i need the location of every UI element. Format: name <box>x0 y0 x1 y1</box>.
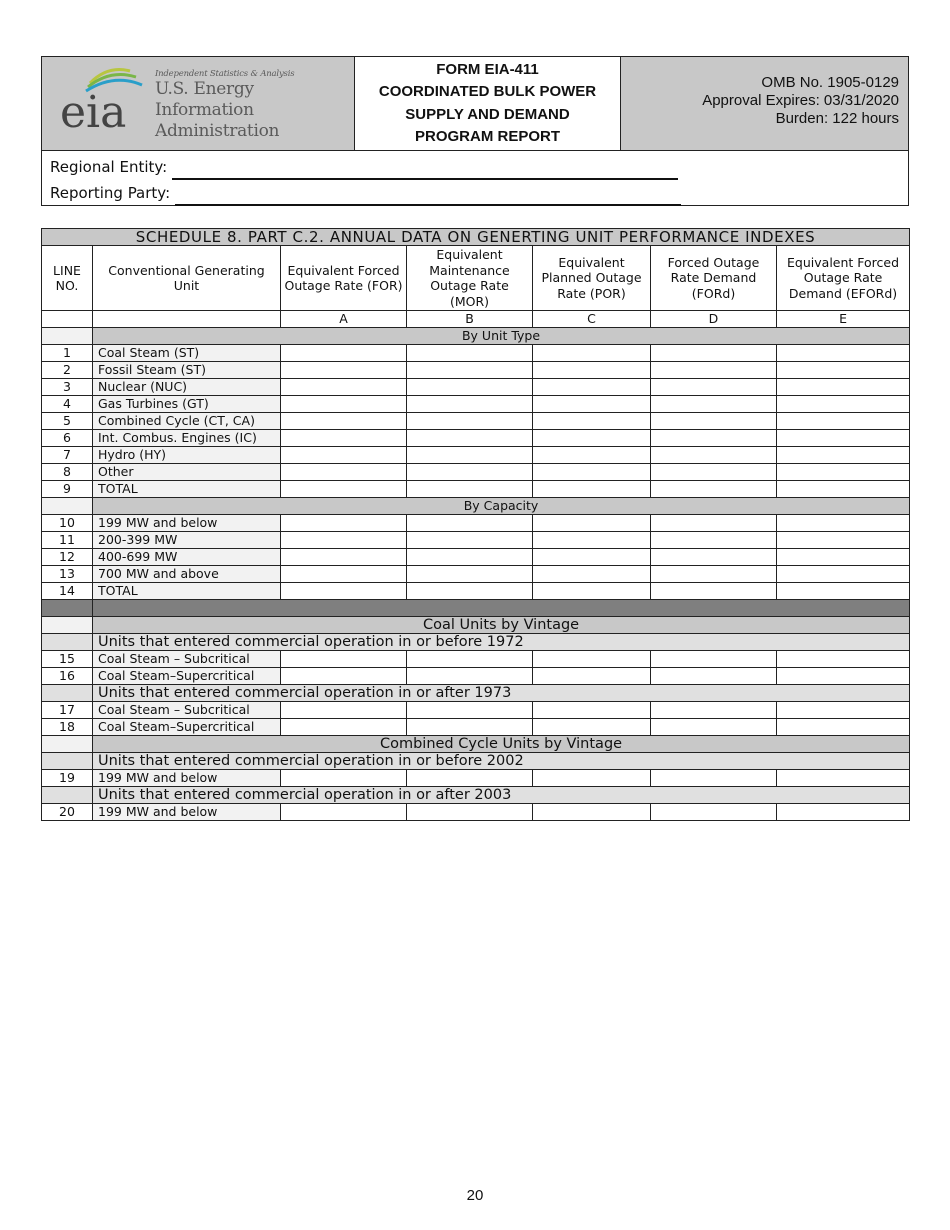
unit-label: Combined Cycle (CT, CA) <box>93 413 281 430</box>
section-line-blank <box>42 498 93 515</box>
input-cell[interactable] <box>777 362 910 379</box>
unit-label: Other <box>93 464 281 481</box>
input-cell[interactable] <box>651 379 777 396</box>
input-cell[interactable] <box>533 719 651 736</box>
col-letter: E <box>777 311 910 328</box>
logo-tagline: Independent Statistics & Analysis <box>155 69 295 79</box>
unit-label: TOTAL <box>93 583 281 600</box>
input-cell[interactable] <box>777 804 910 821</box>
input-cell[interactable] <box>281 362 407 379</box>
unit-label: Coal Steam–Supercritical <box>93 719 281 736</box>
input-cell[interactable] <box>651 583 777 600</box>
line-number: 2 <box>42 362 93 379</box>
table-row <box>42 532 910 549</box>
input-cell[interactable] <box>777 583 910 600</box>
subheading: Units that entered commercial operation in or after 1973 <box>93 685 910 702</box>
input-cell[interactable] <box>533 396 651 413</box>
input-cell[interactable] <box>777 379 910 396</box>
form-title-line: PROGRAM REPORT <box>414 128 560 145</box>
input-cell[interactable] <box>777 532 910 549</box>
table-row <box>42 719 910 736</box>
input-cell[interactable] <box>407 719 533 736</box>
line-number: 11 <box>42 532 93 549</box>
input-cell[interactable] <box>533 549 651 566</box>
input-cell[interactable] <box>533 447 651 464</box>
input-cell[interactable] <box>407 481 533 498</box>
col-letter: B <box>407 311 533 328</box>
unit-label: 199 MW and below <box>93 804 281 821</box>
input-cell[interactable] <box>407 447 533 464</box>
col-header-metric: Equivalent Forced Outage Rate (FOR) <box>281 246 407 311</box>
unit-label: 200-399 MW <box>93 532 281 549</box>
input-cell[interactable] <box>407 583 533 600</box>
input-cell[interactable] <box>651 362 777 379</box>
input-cell[interactable] <box>281 515 407 532</box>
section-heading-row <box>42 617 910 634</box>
col-header-metric: Equivalent Planned Outage Rate (POR) <box>533 246 651 311</box>
input-cell[interactable] <box>777 447 910 464</box>
input-cell[interactable] <box>281 702 407 719</box>
input-cell[interactable] <box>533 515 651 532</box>
input-cell[interactable] <box>533 413 651 430</box>
section-heading: By Unit Type <box>93 328 910 345</box>
table-row <box>42 345 910 362</box>
subheading-row <box>42 787 910 804</box>
input-cell[interactable] <box>651 651 777 668</box>
unit-label: TOTAL <box>93 481 281 498</box>
input-cell[interactable] <box>407 702 533 719</box>
section-heading-row <box>42 736 910 753</box>
unit-label: Coal Steam – Subcritical <box>93 702 281 719</box>
form-title-line: COORDINATED BULK POWER <box>378 83 597 100</box>
input-cell[interactable] <box>407 413 533 430</box>
section-heading: Combined Cycle Units by Vintage <box>93 736 910 753</box>
input-cell[interactable] <box>533 379 651 396</box>
unit-label: Int. Combus. Engines (IC) <box>93 430 281 447</box>
col-letter: D <box>651 311 777 328</box>
approval-expiry: Approval Expires: 03/31/2020 <box>702 92 899 109</box>
input-cell[interactable] <box>281 379 407 396</box>
col-header-metric: Equivalent Maintenance Outage Rate (MOR) <box>407 246 533 311</box>
input-cell[interactable] <box>777 549 910 566</box>
table-row <box>42 549 910 566</box>
line-number: 3 <box>42 379 93 396</box>
input-cell[interactable] <box>651 549 777 566</box>
line-number: 18 <box>42 719 93 736</box>
subheading-line-blank <box>42 787 93 804</box>
section-heading-row <box>42 328 910 345</box>
line-number: 12 <box>42 549 93 566</box>
schedule-table <box>41 228 910 821</box>
input-cell[interactable] <box>407 651 533 668</box>
input-cell[interactable] <box>777 481 910 498</box>
table-row <box>42 481 910 498</box>
reporting-party-label: Reporting Party: <box>50 184 171 202</box>
input-cell[interactable] <box>777 702 910 719</box>
line-number: 9 <box>42 481 93 498</box>
subheading: Units that entered commercial operation in or after 2003 <box>93 787 910 804</box>
schedule-title-row <box>42 229 910 246</box>
separator-cell <box>93 600 910 617</box>
subheading-line-blank <box>42 634 93 651</box>
input-cell[interactable] <box>281 464 407 481</box>
unit-label: Coal Steam–Supercritical <box>93 668 281 685</box>
logo-name-line1: U.S. Energy Information <box>155 79 254 120</box>
input-cell[interactable] <box>407 362 533 379</box>
eia-logo <box>42 57 355 150</box>
input-cell[interactable] <box>777 515 910 532</box>
input-cell[interactable] <box>533 430 651 447</box>
input-cell[interactable] <box>407 396 533 413</box>
input-cell[interactable] <box>777 566 910 583</box>
col-header-metric: Equivalent Forced Outage Rate Demand (EFORd) <box>777 246 910 311</box>
table-row <box>42 464 910 481</box>
input-cell[interactable] <box>281 396 407 413</box>
col-letter: C <box>533 311 651 328</box>
line-number: 5 <box>42 413 93 430</box>
logo-name-line2: Administration <box>155 121 280 141</box>
input-cell[interactable] <box>533 804 651 821</box>
input-cell[interactable] <box>281 804 407 821</box>
input-cell[interactable] <box>651 413 777 430</box>
unit-label: Coal Steam (ST) <box>93 345 281 362</box>
section-line-blank <box>42 736 93 753</box>
input-cell[interactable] <box>651 464 777 481</box>
form-title-line: FORM EIA-411 <box>436 60 539 78</box>
column-header-row <box>42 246 910 311</box>
eia-logo-text <box>155 69 354 142</box>
input-cell[interactable] <box>281 583 407 600</box>
section-heading: Coal Units by Vintage <box>93 617 910 634</box>
input-cell[interactable] <box>533 532 651 549</box>
line-number: 20 <box>42 804 93 821</box>
col-header-metric: Forced Outage Rate Demand (FORd) <box>651 246 777 311</box>
input-cell[interactable] <box>533 481 651 498</box>
subheading-row <box>42 685 910 702</box>
line-number: 19 <box>42 770 93 787</box>
input-cell[interactable] <box>651 345 777 362</box>
eia-logo-mark <box>60 61 155 149</box>
input-cell[interactable] <box>281 345 407 362</box>
input-cell[interactable] <box>533 362 651 379</box>
section-heading-row <box>42 498 910 515</box>
input-cell[interactable] <box>407 345 533 362</box>
svg-text:eia: eia <box>60 87 127 138</box>
input-cell[interactable] <box>533 702 651 719</box>
table-row <box>42 515 910 532</box>
input-cell[interactable] <box>777 770 910 787</box>
subheading: Units that entered commercial operation in or before 1972 <box>93 634 910 651</box>
regional-entity-row <box>50 154 900 180</box>
input-cell[interactable] <box>777 651 910 668</box>
subheading-row <box>42 753 910 770</box>
table-row <box>42 804 910 821</box>
table-row <box>42 702 910 719</box>
line-number: 15 <box>42 651 93 668</box>
input-cell[interactable] <box>407 532 533 549</box>
regional-entity-field[interactable] <box>172 160 678 180</box>
subheading-row <box>42 634 910 651</box>
reporting-party-row <box>50 180 900 206</box>
input-cell[interactable] <box>777 345 910 362</box>
table-row <box>42 379 910 396</box>
input-cell[interactable] <box>281 651 407 668</box>
table-row <box>42 566 910 583</box>
input-cell[interactable] <box>777 413 910 430</box>
line-number: 1 <box>42 345 93 362</box>
input-cell[interactable] <box>651 770 777 787</box>
section-line-blank <box>42 617 93 634</box>
line-number: 10 <box>42 515 93 532</box>
table-row <box>42 651 910 668</box>
table-row <box>42 413 910 430</box>
unit-label: 700 MW and above <box>93 566 281 583</box>
input-cell[interactable] <box>651 566 777 583</box>
input-cell[interactable] <box>651 396 777 413</box>
input-cell[interactable] <box>281 413 407 430</box>
reporting-party-field[interactable] <box>175 186 681 206</box>
letter-cell-empty <box>93 311 281 328</box>
omb-number: OMB No. 1905-0129 <box>761 74 899 91</box>
separator-row <box>42 600 910 617</box>
schedule-title: SCHEDULE 8. PART C.2. ANNUAL DATA ON GENERTING UNIT PERFORMANCE INDEXES <box>42 229 910 246</box>
input-cell[interactable] <box>281 719 407 736</box>
page-number: 20 <box>466 1187 484 1204</box>
unit-label: Hydro (HY) <box>93 447 281 464</box>
line-number: 7 <box>42 447 93 464</box>
section-heading: By Capacity <box>93 498 910 515</box>
input-cell[interactable] <box>407 668 533 685</box>
unit-label: Nuclear (NUC) <box>93 379 281 396</box>
line-number: 6 <box>42 430 93 447</box>
table-row <box>42 668 910 685</box>
input-cell[interactable] <box>407 379 533 396</box>
input-cell[interactable] <box>281 770 407 787</box>
table-row <box>42 362 910 379</box>
input-cell[interactable] <box>777 719 910 736</box>
col-letter: A <box>281 311 407 328</box>
input-cell[interactable] <box>777 464 910 481</box>
burden-hours: Burden: 122 hours <box>775 110 899 127</box>
line-number: 17 <box>42 702 93 719</box>
table-row <box>42 583 910 600</box>
input-cell[interactable] <box>777 668 910 685</box>
input-cell[interactable] <box>407 430 533 447</box>
input-cell[interactable] <box>407 566 533 583</box>
input-cell[interactable] <box>281 430 407 447</box>
form-title <box>355 57 621 150</box>
input-cell[interactable] <box>281 447 407 464</box>
subheading: Units that entered commercial operation in or before 2002 <box>93 753 910 770</box>
unit-label: Gas Turbines (GT) <box>93 396 281 413</box>
input-cell[interactable] <box>651 447 777 464</box>
input-cell[interactable] <box>533 770 651 787</box>
regional-entity-label: Regional Entity: <box>50 158 168 176</box>
input-cell[interactable] <box>651 668 777 685</box>
input-cell[interactable] <box>407 804 533 821</box>
input-cell[interactable] <box>651 515 777 532</box>
input-cell[interactable] <box>651 481 777 498</box>
input-cell[interactable] <box>651 804 777 821</box>
unit-label: 199 MW and below <box>93 515 281 532</box>
input-cell[interactable] <box>777 396 910 413</box>
input-cell[interactable] <box>533 651 651 668</box>
input-cell[interactable] <box>533 464 651 481</box>
unit-label: Fossil Steam (ST) <box>93 362 281 379</box>
unit-label: 199 MW and below <box>93 770 281 787</box>
column-letter-row <box>42 311 910 328</box>
input-cell[interactable] <box>281 668 407 685</box>
input-cell[interactable] <box>533 345 651 362</box>
table-row <box>42 396 910 413</box>
subheading-line-blank <box>42 685 93 702</box>
line-number: 4 <box>42 396 93 413</box>
input-cell[interactable] <box>651 430 777 447</box>
line-number: 16 <box>42 668 93 685</box>
separator-cell <box>42 600 93 617</box>
form-title-line: SUPPLY AND DEMAND <box>405 105 570 123</box>
input-cell[interactable] <box>407 770 533 787</box>
unit-label: 400-699 MW <box>93 549 281 566</box>
form-header <box>41 56 909 206</box>
input-cell[interactable] <box>407 464 533 481</box>
line-number: 14 <box>42 583 93 600</box>
input-cell[interactable] <box>281 566 407 583</box>
col-header-line-no: LINE NO. <box>42 246 93 311</box>
input-cell[interactable] <box>533 566 651 583</box>
unit-label: Coal Steam – Subcritical <box>93 651 281 668</box>
input-cell[interactable] <box>533 668 651 685</box>
col-header-unit: Conventional Generating Unit <box>93 246 281 311</box>
input-cell[interactable] <box>281 481 407 498</box>
table-row <box>42 430 910 447</box>
table-row <box>42 770 910 787</box>
omb-info <box>621 57 908 150</box>
input-cell[interactable] <box>281 549 407 566</box>
subheading-line-blank <box>42 753 93 770</box>
input-cell[interactable] <box>407 515 533 532</box>
input-cell[interactable] <box>407 549 533 566</box>
line-number: 8 <box>42 464 93 481</box>
table-row <box>42 447 910 464</box>
line-number: 13 <box>42 566 93 583</box>
letter-cell-empty <box>42 311 93 328</box>
input-cell[interactable] <box>651 702 777 719</box>
input-cell[interactable] <box>281 532 407 549</box>
input-cell[interactable] <box>777 430 910 447</box>
input-cell[interactable] <box>651 719 777 736</box>
input-cell[interactable] <box>533 583 651 600</box>
input-cell[interactable] <box>651 532 777 549</box>
section-line-blank <box>42 328 93 345</box>
